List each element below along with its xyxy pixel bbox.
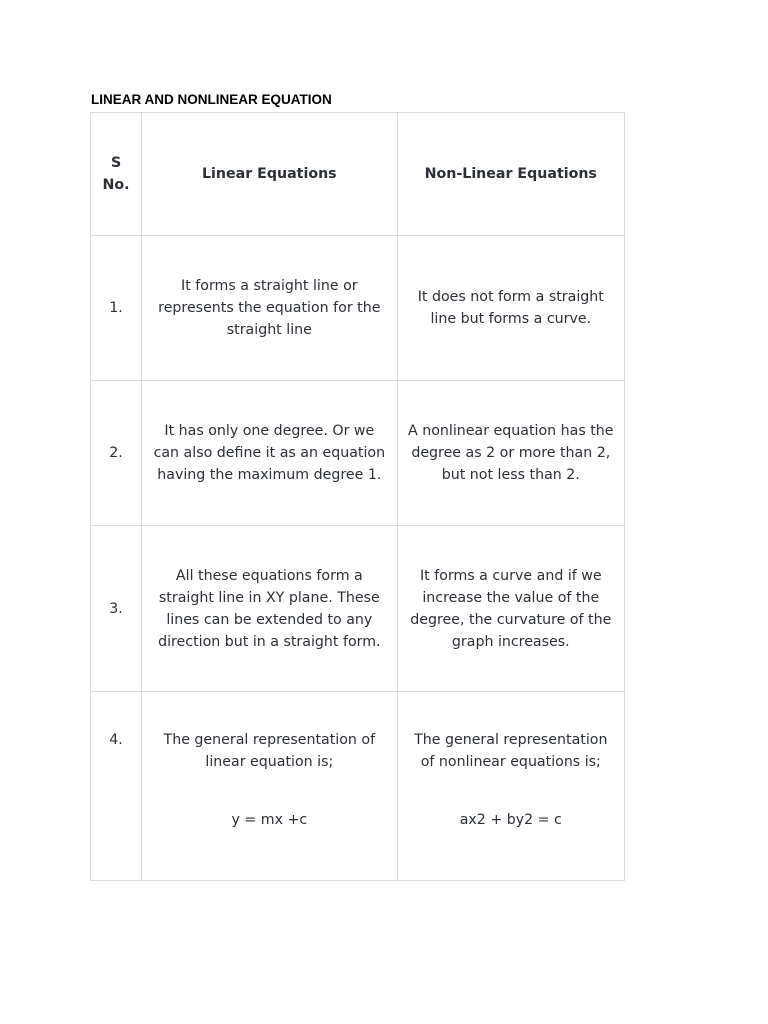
cell-nonlinear: It does not form a straight line but forms a curve.	[397, 236, 624, 381]
table-header-row	[91, 113, 625, 236]
header-linear: Linear Equations	[142, 113, 397, 236]
header-nonlinear: Non-Linear Equations	[397, 113, 624, 236]
page-title: LINEAR AND NONLINEAR EQUATION	[91, 92, 332, 107]
cell-sno: 4.	[91, 692, 142, 881]
table-row	[91, 692, 625, 881]
comparison-table	[90, 112, 625, 881]
cell-nonlinear: A nonlinear equation has the degree as 2 or more than 2, but not less than 2.	[397, 381, 624, 526]
cell-nonlinear: It forms a curve and if we increase the value of the degree, the curvature of the graph increases.	[397, 526, 624, 692]
table-row	[91, 381, 625, 526]
cell-linear: It forms a straight line or represents the equation for the straight line	[142, 236, 397, 381]
linear-formula: y = mx +c	[231, 812, 308, 828]
cell-linear: All these equations form a straight line in XY plane. These lines can be extended to any direction but in a straight form.	[142, 526, 397, 692]
table-row	[91, 236, 625, 381]
cell-nonlinear	[397, 692, 624, 881]
table-row	[91, 526, 625, 692]
cell-linear: It has only one degree. Or we can also define it as an equation having the maximum degree 1.	[142, 381, 397, 526]
header-sno: S No.	[91, 113, 142, 236]
nonlinear-description: The general representation of nonlinear equations is;	[414, 732, 608, 770]
cell-linear	[142, 692, 397, 881]
cell-sno: 3.	[91, 526, 142, 692]
cell-sno: 2.	[91, 381, 142, 526]
nonlinear-formula: ax2 + by2 = c	[459, 812, 562, 828]
linear-description: The general representation of linear equation is;	[163, 732, 376, 770]
cell-sno: 1.	[91, 236, 142, 381]
